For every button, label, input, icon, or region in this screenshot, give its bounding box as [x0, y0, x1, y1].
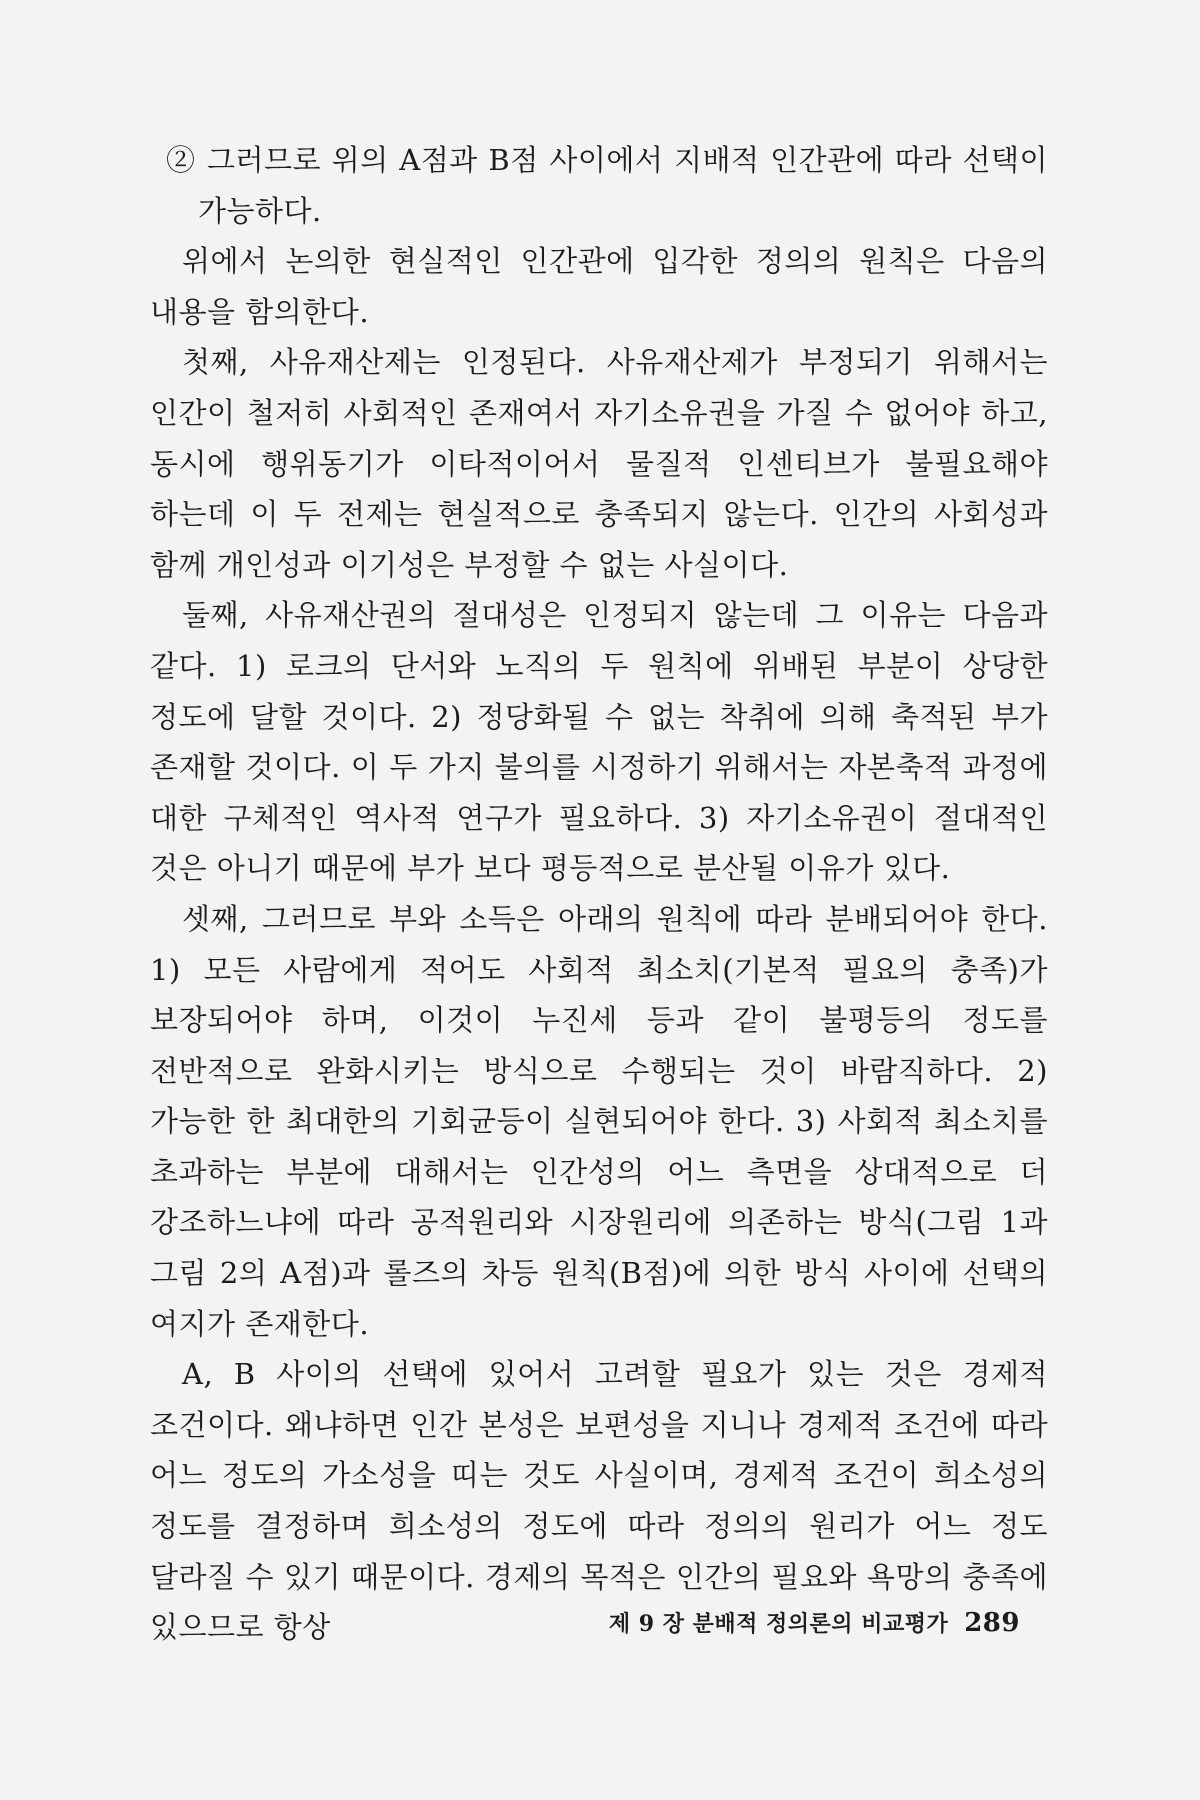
paragraph: 위에서 논의한 현실적인 인간관에 입각한 정의의 원칙은 다음의 내용을 함의한다.: [150, 244, 1048, 329]
paragraph-third: 셋째, 그러므로 부와 소득은 아래의 원칙에 따라 분배되어야 한다. 1) 모든 사람에게 적어도 사회적 최소치(기본적 필요의 충족)가 보장되어야 하며, 이것이 누진세 등과 같이 불평등의 정도를 전반적으로 완화시키는 방식으로 수행되는 것이 바람직하다. 2) 가능한 한 최대한의 기회균등이 실현되어야 한다. 3) 사회적 최소치를 초과하는 부분에 대해서는 인간성의 어느 측면을 상대적으로 더 강조하느냐에 따라 공적원리와 시장원리에 의존하는 방식(그림 1과 그림 2의 A점)과 롤즈의 차등 원칙(B점)에 의한 방식 사이에 선택의 여지가 존재한다.: [150, 901, 1048, 1341]
body-text: [150, 135, 1048, 1653]
chapter-title: 제 9 장 분배적 정의론의 비교평가: [608, 1611, 949, 1637]
paragraph: A, B 사이의 선택에 있어서 고려할 필요가 있는 것은 경제적 조건이다. 왜냐하면 인간 본성은 보편성을 지니나 경제적 조건에 따라 어느 정도의 가소성을 띠는 것도 사실이며, 경제적 조건이 희소성의 정도를 결정하며 희소성의 정도에 따라 정의의 원리가 어느 정도 달라질 수 있기 때문이다. 경제의 목적은 인간의 필요와 욕망의 충족에 있으므로 항상: [150, 1357, 1048, 1645]
paragraph-first: 첫째, 사유재산제는 인정된다. 사유재산제가 부정되기 위해서는 인간이 철저히 사회적인 존재여서 자기소유권을 가질 수 없어야 하고, 동시에 행위동기가 이타적이어서 물질적 인센티브가 불필요해야 하는데 이 두 전제는 현실적으로 충족되지 않는다. 인간의 사회성과 함께 개인성과 이기성은 부정할 수 없는 사실이다.: [150, 345, 1048, 582]
paragraph-second: 둘째, 사유재산권의 절대성은 인정되지 않는데 그 이유는 다음과 같다. 1) 로크의 단서와 노직의 두 원칙에 위배된 부분이 상당한 정도에 달할 것이다. 2) 정당화될 수 없는 착취에 의해 축적된 부가 존재할 것이다. 이 두 가지 불의를 시정하기 위해서는 자본축적 과정에 대한 구체적인 역사적 연구가 필요하다. 3) 자기소유권이 절대적인 것은 아니기 때문에 부가 보다 평등적으로 분산될 이유가 있다.: [150, 598, 1048, 886]
page-footer: [150, 1608, 1020, 1639]
list-item-2: ② 그러므로 위의 A점과 B점 사이에서 지배적 인간관에 따라 선택이 가능하다.: [166, 143, 1048, 228]
page-number: 289: [964, 1608, 1020, 1638]
